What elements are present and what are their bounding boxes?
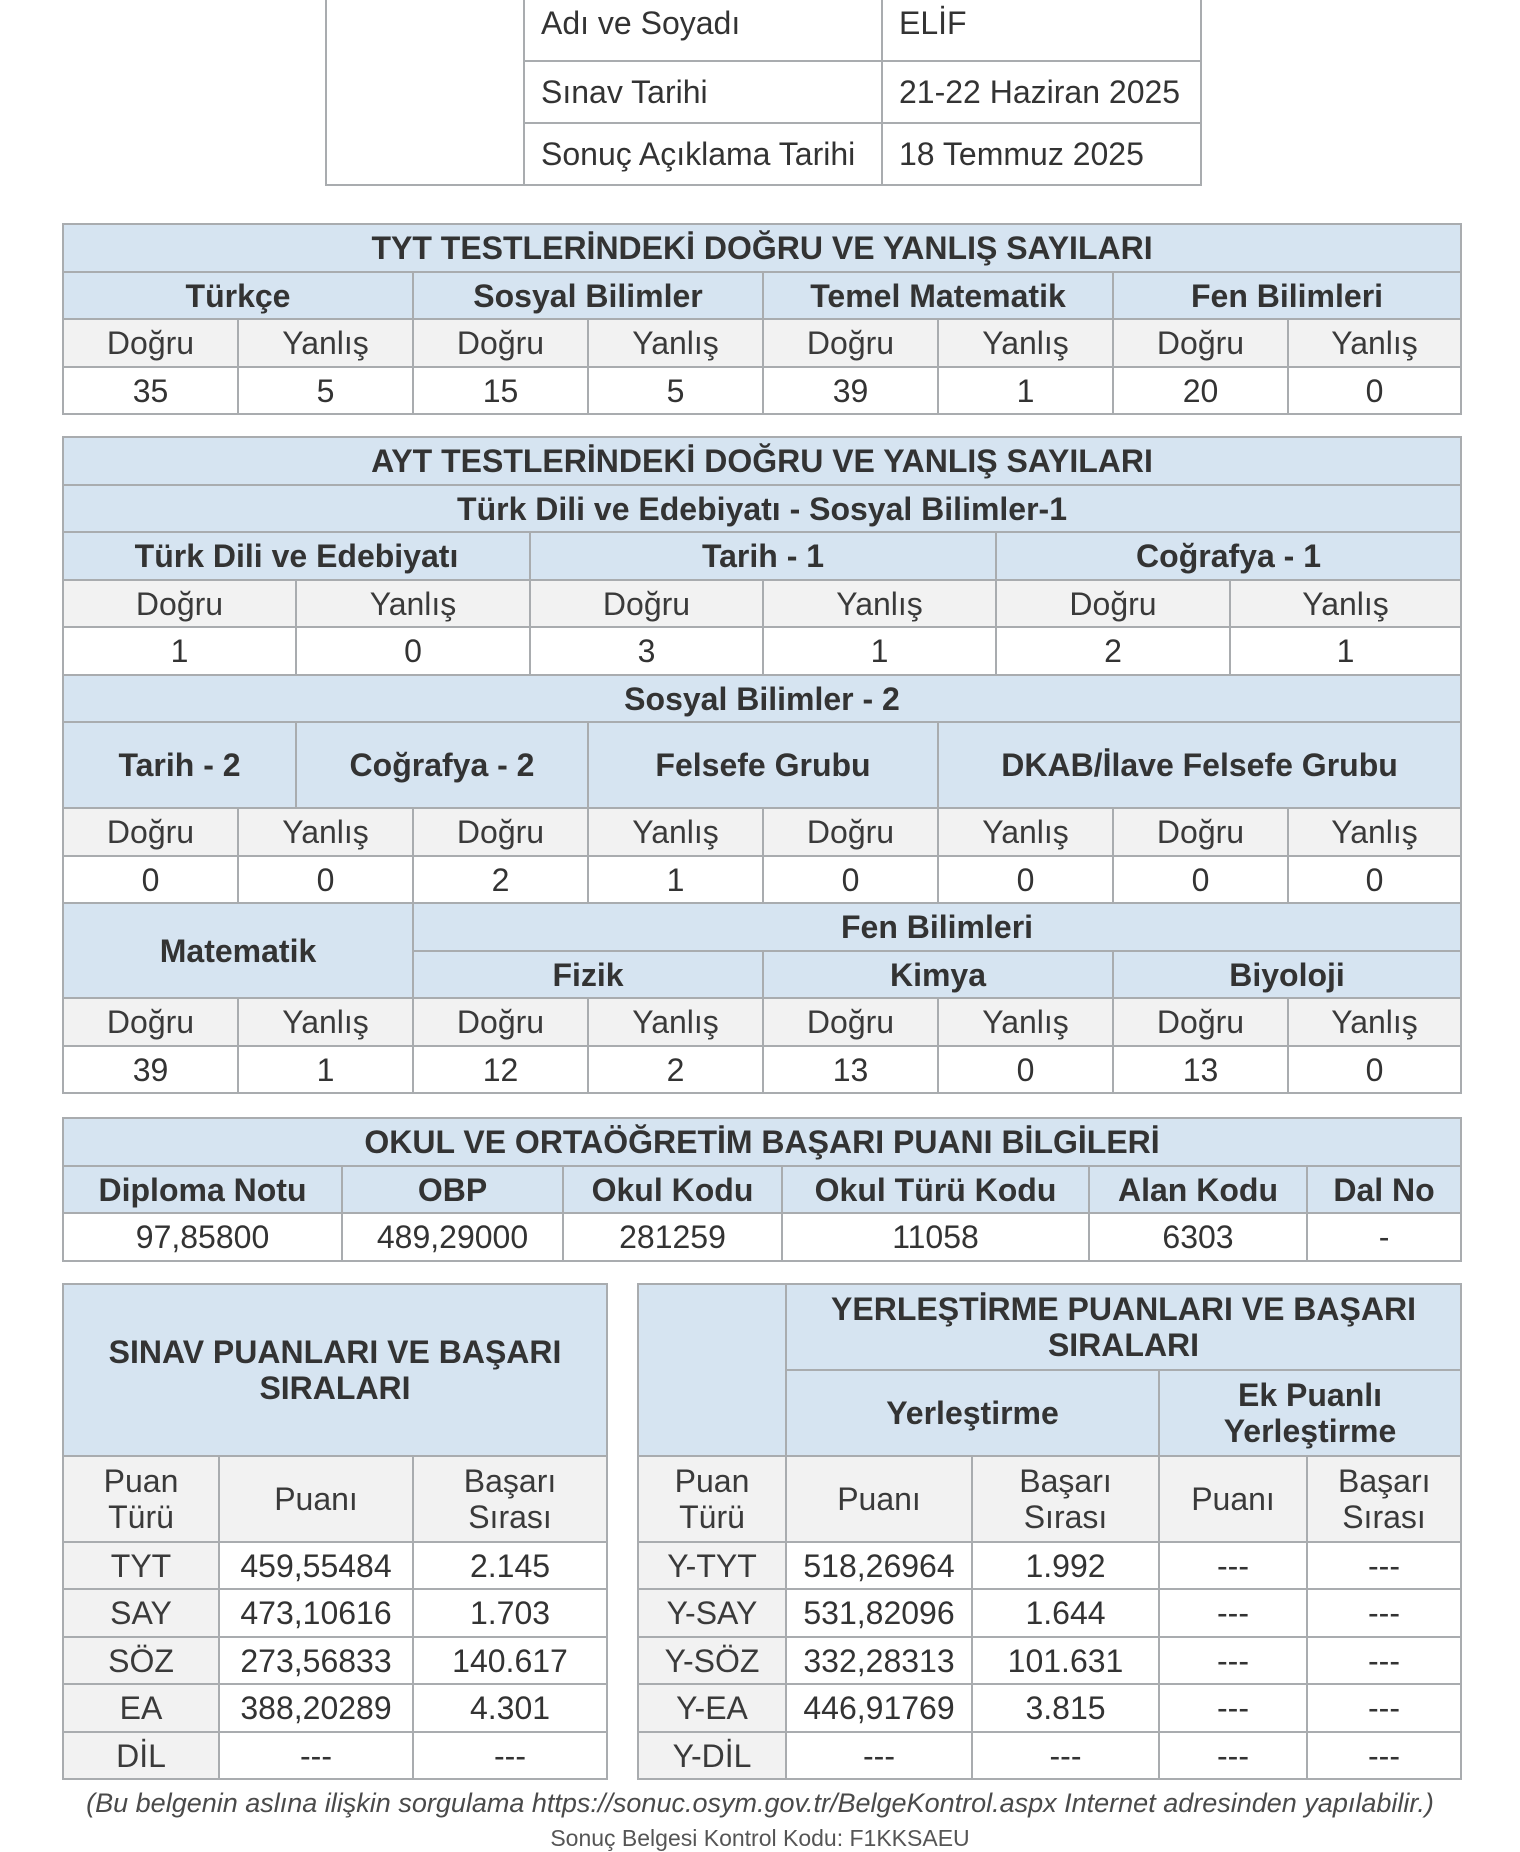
school-info-table (62, 1117, 1462, 1262)
ayt-group1-label: Doğru (996, 580, 1230, 627)
ayt-group2-value: 0 (1113, 856, 1288, 903)
tyt-label: Yanlış (938, 319, 1113, 367)
tyt-subject: Sosyal Bilimler (413, 272, 763, 319)
placement-extra-rank: --- (1307, 1684, 1461, 1732)
ayt-group3-label: Doğru (63, 998, 238, 1046)
ayt-group2-label: Yanlış (1288, 808, 1461, 856)
placement-extra-rank: --- (1307, 1732, 1461, 1779)
ayt-group2-label: Yanlış (588, 808, 763, 856)
tyt-label: Doğru (63, 319, 238, 367)
ayt-group3-value: 2 (588, 1046, 763, 1093)
ayt-science-subject: Kimya (763, 951, 1113, 998)
ayt-group3-value: 12 (413, 1046, 588, 1093)
placement-score-type: Y-SAY (638, 1589, 786, 1637)
ayt-title: AYT TESTLERİNDEKİ DOĞRU VE YANLIŞ SAYILARI (63, 437, 1461, 485)
tyt-value: 20 (1113, 367, 1288, 414)
school-header: Okul Türü Kodu (782, 1166, 1089, 1213)
exam-scores-table (62, 1283, 608, 1780)
placement-score-rank: 101.631 (972, 1637, 1159, 1684)
placement-extra-value: --- (1159, 1589, 1307, 1637)
school-value: 97,85800 (63, 1213, 342, 1261)
ayt-group2-subject: Coğrafya - 2 (296, 722, 588, 808)
placement-header: Puanı (1159, 1456, 1307, 1542)
result-date-label: Sonuç Açıklama Tarihi (524, 123, 882, 185)
personal-info-table (325, 0, 1202, 186)
ayt-group2-value: 0 (938, 856, 1113, 903)
placement-score-value: 332,28313 (786, 1637, 972, 1684)
placement-score-value: 446,91769 (786, 1684, 972, 1732)
ayt-group2-subject: Tarih - 2 (63, 722, 296, 808)
exam-date-value: 21-22 Haziran 2025 (882, 61, 1201, 123)
school-header: Dal No (1307, 1166, 1461, 1213)
exam-score-rank: 4.301 (413, 1684, 607, 1732)
placement-sub-extra: Ek Puanlı Yerleştirme (1159, 1370, 1461, 1456)
ayt-group3-label: Yanlış (938, 998, 1113, 1046)
tyt-label: Yanlış (1288, 319, 1461, 367)
exam-date-label: Sınav Tarihi (524, 61, 882, 123)
exam-score-type: SAY (63, 1589, 219, 1637)
ayt-group3-label: Yanlış (1288, 998, 1461, 1046)
school-value: 11058 (782, 1213, 1089, 1261)
result-date-value: 18 Temmuz 2025 (882, 123, 1201, 185)
ayt-group1-label: Yanlış (296, 580, 530, 627)
exam-score-value: 273,56833 (219, 1637, 413, 1684)
ayt-group2-value: 0 (238, 856, 413, 903)
tyt-value: 35 (63, 367, 238, 414)
exam-scores-header: Başarı Sırası (413, 1456, 607, 1542)
ayt-group1-label: Yanlış (1230, 580, 1461, 627)
ayt-group3-value: 1 (238, 1046, 413, 1093)
ayt-group3-value: 13 (1113, 1046, 1288, 1093)
school-value: 281259 (563, 1213, 782, 1261)
tyt-table (62, 223, 1462, 415)
exam-scores-title: SINAV PUANLARI VE BAŞARI SIRALARI (63, 1284, 607, 1456)
exam-score-type: SÖZ (63, 1637, 219, 1684)
placement-score-type: Y-SÖZ (638, 1637, 786, 1684)
ayt-group2-label: Doğru (1113, 808, 1288, 856)
ayt-group2-subject: Felsefe Grubu (588, 722, 938, 808)
placement-scores-table (637, 1283, 1462, 1780)
placement-extra-value: --- (1159, 1542, 1307, 1589)
ayt-group2-label: Doğru (413, 808, 588, 856)
tyt-label: Doğru (413, 319, 588, 367)
ayt-group1-value: 2 (996, 627, 1230, 675)
tyt-label: Yanlış (238, 319, 413, 367)
exam-score-value: --- (219, 1732, 413, 1779)
ayt-group2-label: Yanlış (238, 808, 413, 856)
school-value: 6303 (1089, 1213, 1307, 1261)
tyt-value: 5 (588, 367, 763, 414)
ayt-group1-subject: Coğrafya - 1 (996, 532, 1461, 580)
exam-score-type: TYT (63, 1542, 219, 1589)
ayt-group1-value: 1 (763, 627, 996, 675)
placement-header: Puan Türü (638, 1456, 786, 1542)
ayt-group1-value: 0 (296, 627, 530, 675)
placement-header: Başarı Sırası (1307, 1456, 1461, 1542)
tyt-label: Yanlış (588, 319, 763, 367)
tyt-subject: Temel Matematik (763, 272, 1113, 319)
ayt-group3-label: Yanlış (588, 998, 763, 1046)
placement-sub-standard: Yerleştirme (786, 1370, 1159, 1456)
school-value: 489,29000 (342, 1213, 563, 1261)
placement-score-value: --- (786, 1732, 972, 1779)
placement-extra-rank: --- (1307, 1589, 1461, 1637)
ayt-group3-value: 13 (763, 1046, 938, 1093)
ayt-group2-value: 0 (1288, 856, 1461, 903)
placement-extra-value: --- (1159, 1637, 1307, 1684)
ayt-group3-label: Doğru (763, 998, 938, 1046)
tyt-subject: Türkçe (63, 272, 413, 319)
school-header: Alan Kodu (1089, 1166, 1307, 1213)
photo-area (326, 0, 524, 185)
ayt-group2-label: Doğru (763, 808, 938, 856)
ayt-group3-value: 0 (1288, 1046, 1461, 1093)
name-value: ELİF (882, 0, 1201, 61)
exam-score-rank: 140.617 (413, 1637, 607, 1684)
tyt-value: 1 (938, 367, 1113, 414)
placement-score-rank: 1.644 (972, 1589, 1159, 1637)
verification-reference: (Bu belgenin aslına ilişkin sorgulama https://sonuc.osym.gov.tr/BelgeKontrol.aspx Internet adresinden yapılabilir.) (86, 1788, 1434, 1818)
exam-scores-header: Puanı (219, 1456, 413, 1542)
ayt-group1-subject: Türk Dili ve Edebiyatı (63, 532, 530, 580)
tyt-subject: Fen Bilimleri (1113, 272, 1461, 319)
ayt-group2-subject: DKAB/İlave Felsefe Grubu (938, 722, 1461, 808)
exam-score-type: EA (63, 1684, 219, 1732)
school-header: OBP (342, 1166, 563, 1213)
tyt-value: 0 (1288, 367, 1461, 414)
ayt-group1-value: 1 (63, 627, 296, 675)
ayt-math-title: Matematik (63, 903, 413, 998)
tyt-title: TYT TESTLERİNDEKİ DOĞRU VE YANLIŞ SAYILARI (63, 224, 1461, 272)
tyt-label: Doğru (763, 319, 938, 367)
placement-title: YERLEŞTİRME PUANLARI VE BAŞARI SIRALARI (786, 1284, 1461, 1370)
ayt-science-subject: Biyoloji (1113, 951, 1461, 998)
ayt-group2-value: 0 (63, 856, 238, 903)
tyt-value: 39 (763, 367, 938, 414)
name-label: Adı ve Soyadı (524, 0, 882, 61)
placement-score-type: Y-EA (638, 1684, 786, 1732)
control-code: Sonuç Belgesi Kontrol Kodu: F1KKSAEU (550, 1825, 970, 1851)
ayt-group2-value: 2 (413, 856, 588, 903)
exam-score-type: DİL (63, 1732, 219, 1779)
placement-score-value: 518,26964 (786, 1542, 972, 1589)
ayt-group1-label: Doğru (530, 580, 763, 627)
ayt-group3-value: 0 (938, 1046, 1113, 1093)
school-header: Diploma Notu (63, 1166, 342, 1213)
placement-score-rank: 1.992 (972, 1542, 1159, 1589)
placement-score-rank: --- (972, 1732, 1159, 1779)
ayt-group1-title: Türk Dili ve Edebiyatı - Sosyal Bilimler-1 (63, 485, 1461, 532)
exam-scores-header: Puan Türü (63, 1456, 219, 1542)
tyt-value: 5 (238, 367, 413, 414)
ayt-science-title: Fen Bilimleri (413, 903, 1461, 951)
placement-score-value: 531,82096 (786, 1589, 972, 1637)
ayt-group2-value: 1 (588, 856, 763, 903)
exam-score-rank: 1.703 (413, 1589, 607, 1637)
placement-extra-rank: --- (1307, 1542, 1461, 1589)
placement-score-rank: 3.815 (972, 1684, 1159, 1732)
ayt-group3-label: Doğru (1113, 998, 1288, 1046)
ayt-group2-title: Sosyal Bilimler - 2 (63, 675, 1461, 722)
ayt-group1-label: Doğru (63, 580, 296, 627)
exam-score-value: 473,10616 (219, 1589, 413, 1637)
school-value: - (1307, 1213, 1461, 1261)
placement-score-type: Y-DİL (638, 1732, 786, 1779)
ayt-group1-subject: Tarih - 1 (530, 532, 996, 580)
placement-extra-value: --- (1159, 1684, 1307, 1732)
ayt-science-subject: Fizik (413, 951, 763, 998)
tyt-label: Doğru (1113, 319, 1288, 367)
placement-extra-rank: --- (1307, 1637, 1461, 1684)
placement-extra-value: --- (1159, 1732, 1307, 1779)
placement-header: Puanı (786, 1456, 972, 1542)
ayt-group2-label: Yanlış (938, 808, 1113, 856)
placement-blank-header (638, 1284, 786, 1456)
school-header: Okul Kodu (563, 1166, 782, 1213)
ayt-group1-label: Yanlış (763, 580, 996, 627)
school-title: OKUL VE ORTAÖĞRETİM BAŞARI PUANI BİLGİLERİ (63, 1118, 1461, 1166)
ayt-group3-label: Yanlış (238, 998, 413, 1046)
exam-score-value: 388,20289 (219, 1684, 413, 1732)
exam-score-rank: --- (413, 1732, 607, 1779)
exam-score-rank: 2.145 (413, 1542, 607, 1589)
ayt-group3-label: Doğru (413, 998, 588, 1046)
ayt-group1-value: 1 (1230, 627, 1461, 675)
exam-score-value: 459,55484 (219, 1542, 413, 1589)
ayt-group2-value: 0 (763, 856, 938, 903)
tyt-value: 15 (413, 367, 588, 414)
ayt-group1-value: 3 (530, 627, 763, 675)
ayt-group3-value: 39 (63, 1046, 238, 1093)
placement-header: Başarı Sırası (972, 1456, 1159, 1542)
ayt-table (62, 436, 1462, 1094)
placement-score-type: Y-TYT (638, 1542, 786, 1589)
ayt-group2-label: Doğru (63, 808, 238, 856)
